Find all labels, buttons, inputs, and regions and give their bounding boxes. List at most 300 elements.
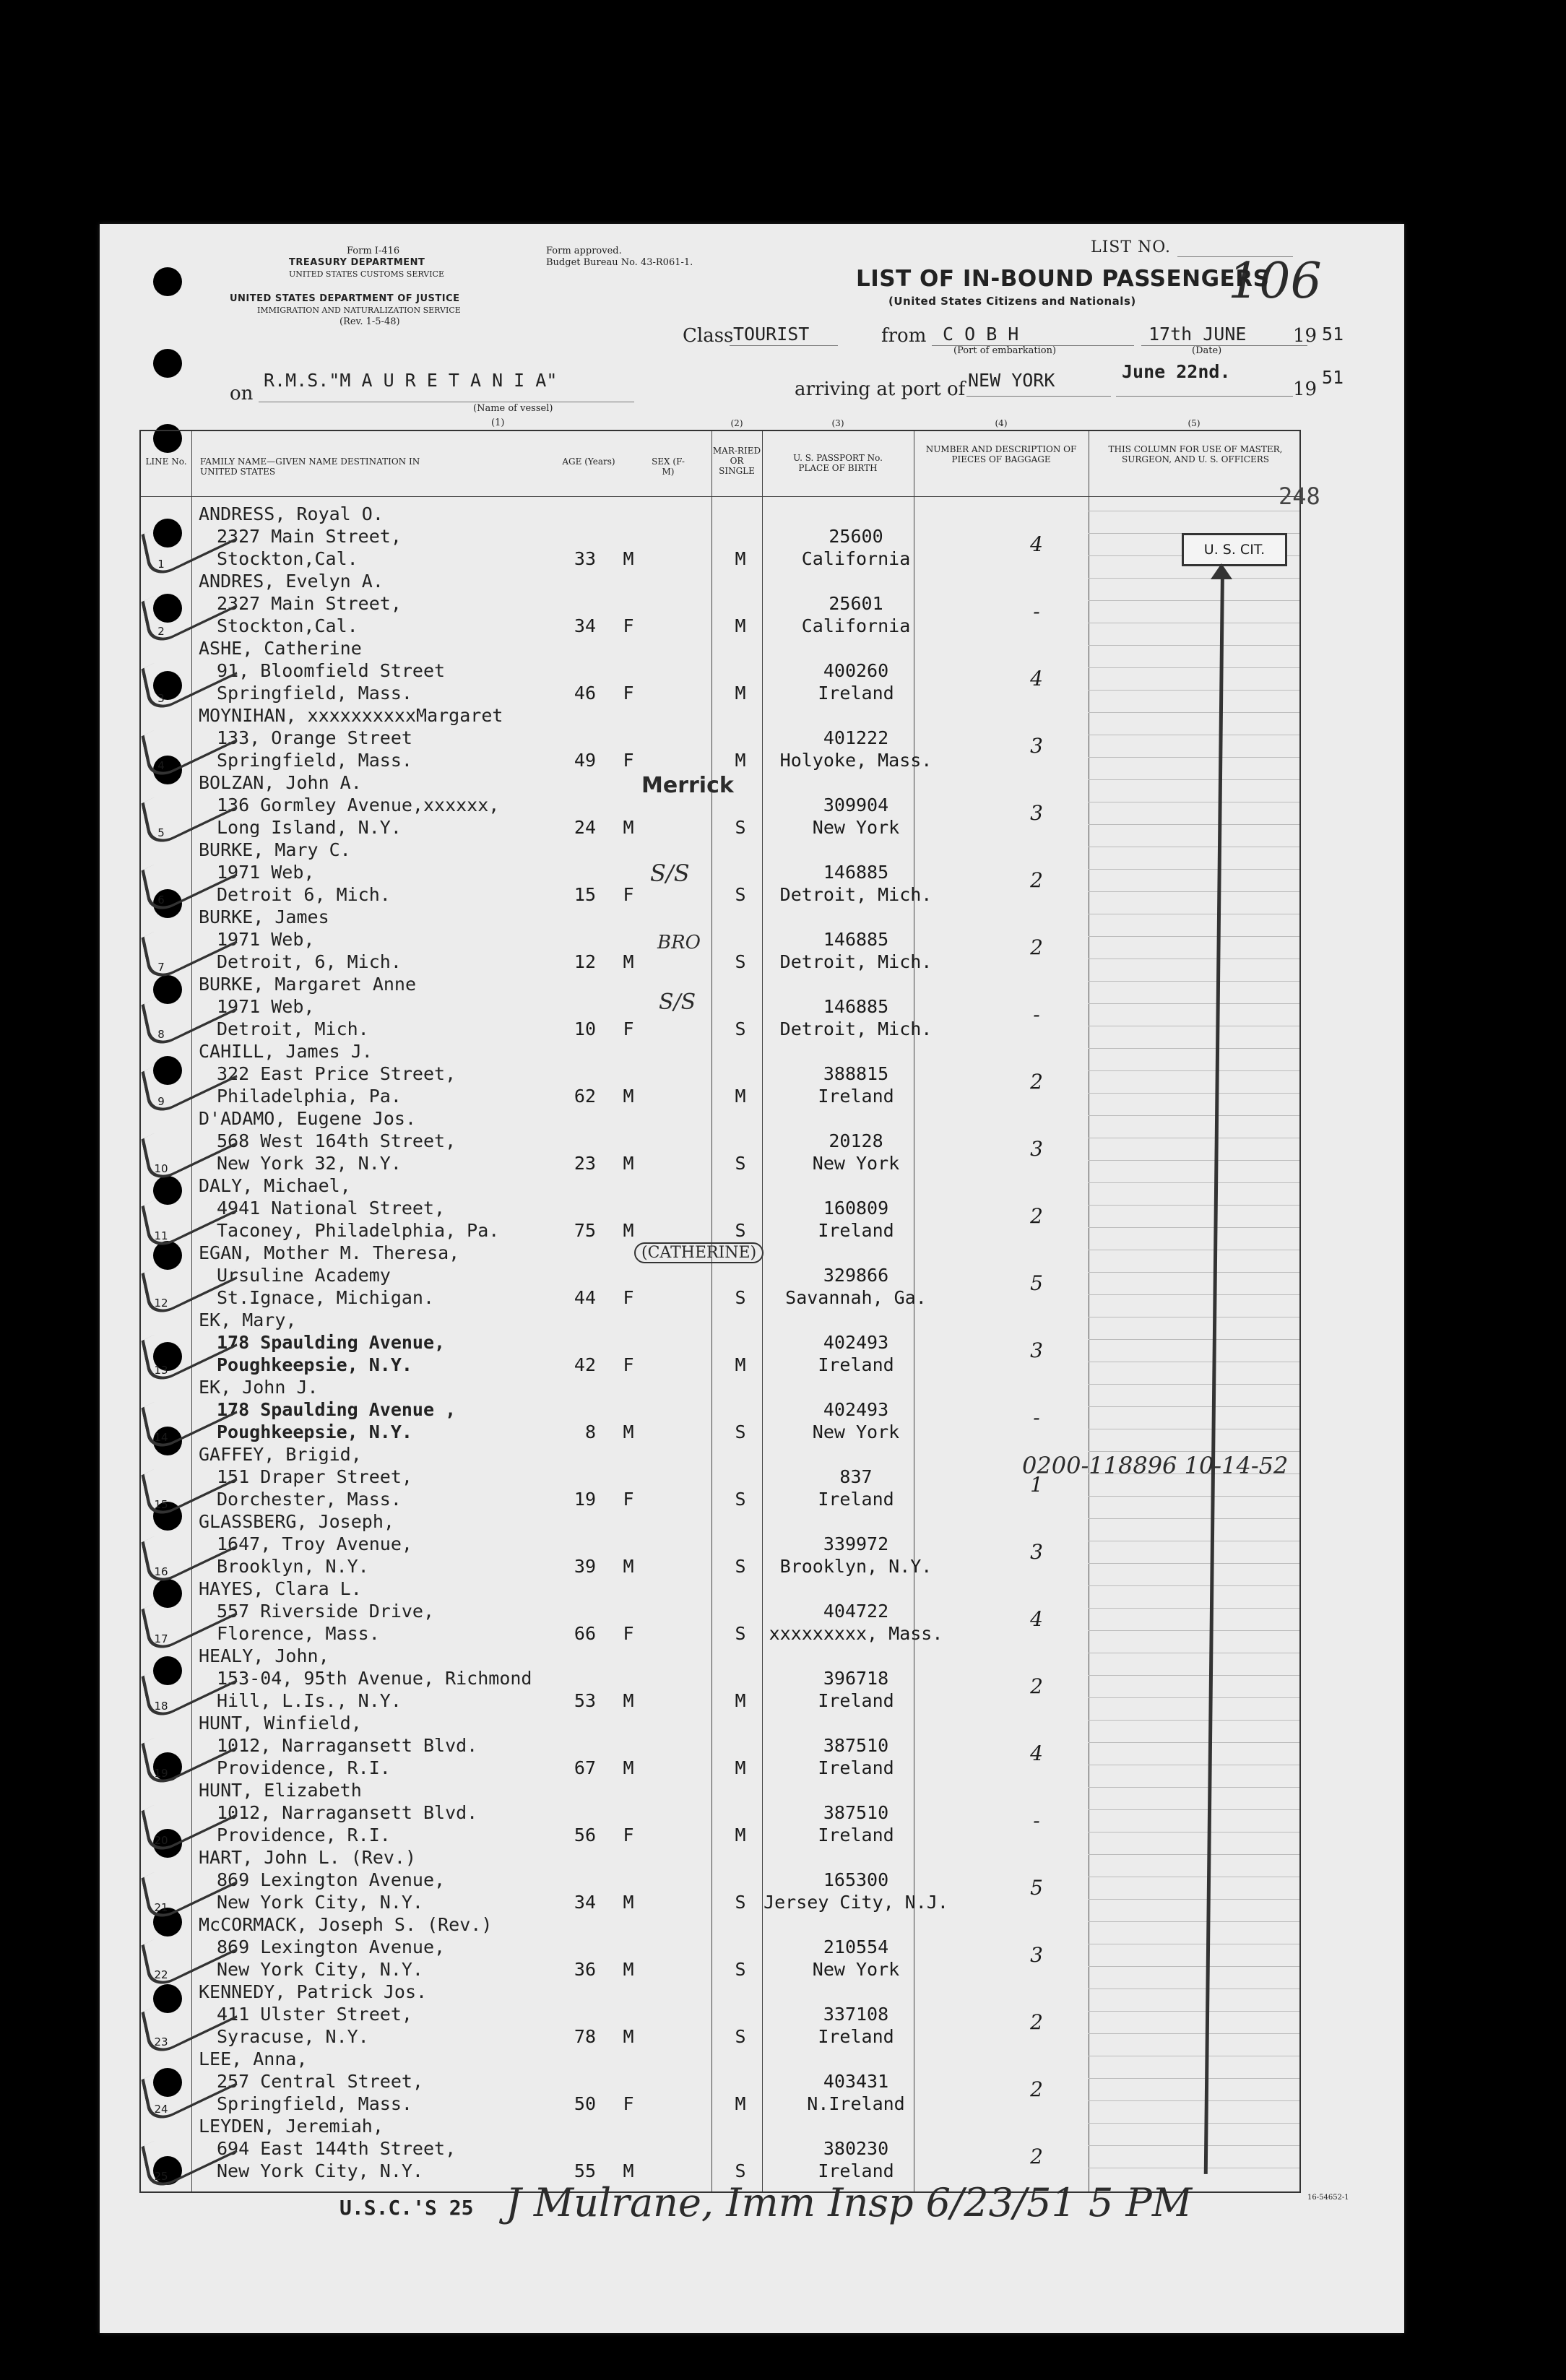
passenger-sex: F: [623, 2093, 634, 2114]
passenger-name: D'ADAMO, Eugene Jos.: [199, 1108, 417, 1129]
address-street: 1012, Narragansett Blvd.: [217, 1802, 478, 1823]
marital-status: M: [735, 1825, 746, 1845]
ruled-line: [1089, 2078, 1299, 2079]
passenger-name: GAFFEY, Brigid,: [199, 1444, 362, 1465]
address-street: 411 Ulster Street,: [217, 2004, 412, 2025]
passenger-sex: F: [623, 1354, 634, 1375]
page-number: 248: [1279, 483, 1320, 510]
passenger-name: ANDRES, Evelyn A.: [199, 571, 384, 592]
place-of-birth: New York: [812, 1153, 900, 1174]
passenger-sex: M: [623, 2026, 634, 2047]
ruled-line: [1089, 1742, 1299, 1743]
marital-status: S: [735, 1287, 746, 1308]
address-city: Dorchester, Mass.: [217, 1489, 402, 1510]
ruled-line: [1089, 600, 1299, 601]
address-street: 1971 Web,: [217, 929, 315, 950]
marital-status: S: [735, 1892, 746, 1913]
address-city: Detroit, Mich.: [217, 1018, 369, 1039]
passenger-name: EGAN, Mother M. Theresa,: [199, 1242, 460, 1263]
ruled-line: [1089, 1384, 1299, 1385]
row-line-number: 16: [154, 1565, 168, 1578]
col-name: FAMILY NAME—GIVEN NAME DESTINATION IN UNITED STATES: [200, 456, 420, 477]
place-of-birth: New York: [812, 1959, 900, 1980]
form-number: Form I-416: [347, 246, 400, 256]
table-row: [141, 638, 1299, 705]
ruled-line: [1089, 1809, 1299, 1810]
passenger-age: 78: [574, 2026, 596, 2047]
treasury-dept: TREASURY DEPARTMENT: [289, 257, 425, 268]
address-street: 2327 Main Street,: [217, 593, 402, 614]
place-of-birth: Ireland: [818, 1690, 894, 1711]
passport-number: 329866: [823, 1265, 889, 1286]
row-line-number: 13: [154, 1364, 168, 1377]
passenger-sex: M: [623, 1757, 634, 1778]
passenger-age: 56: [574, 1825, 596, 1845]
address-street: 91, Bloomfield Street: [217, 660, 446, 681]
address-city: Springfield, Mass.: [217, 683, 412, 704]
arrival-year: 51: [1322, 367, 1344, 388]
passenger-age: 10: [574, 1018, 596, 1039]
row-line-number: 9: [157, 1095, 165, 1108]
place-of-birth: Holyoke, Mass.: [779, 750, 933, 771]
baggage-count: 2: [1030, 2145, 1043, 2168]
passenger-age: 50: [574, 2093, 596, 2114]
address-street: 568 West 164th Street,: [217, 1130, 457, 1151]
ruled-line: [1089, 1093, 1299, 1094]
row-line-number: 1: [157, 558, 165, 571]
passenger-age: 34: [574, 615, 596, 636]
address-street: 694 East 144th Street,: [217, 2138, 457, 2159]
address-street: 136 Gormley Avenue,xxxxxx,: [217, 795, 500, 815]
address-city: Poughkeepsie, N.Y.: [217, 1354, 412, 1375]
place-of-birth: Ireland: [818, 1489, 894, 1510]
passenger-sex: F: [623, 1018, 634, 1039]
marital-status: M: [735, 1757, 746, 1778]
marital-status: M: [735, 1354, 746, 1375]
table-row: [141, 1108, 1299, 1175]
row-line-number: 2: [157, 625, 165, 638]
address-street: 869 Lexington Avenue,: [217, 1937, 446, 1957]
table-row: [141, 2048, 1299, 2116]
marital-status: S: [735, 1489, 746, 1510]
passport-number: 387510: [823, 1802, 889, 1823]
table-row: [141, 1511, 1299, 1578]
address-city: Poughkeepsie, N.Y.: [217, 1421, 412, 1442]
col-baggage: NUMBER AND DESCRIPTION OF PIECES OF BAGGAGE: [925, 444, 1077, 464]
passenger-name: HUNT, Elizabeth: [199, 1780, 362, 1801]
address-city: Springfield, Mass.: [217, 750, 412, 771]
baggage-count: 2: [1030, 1204, 1043, 1228]
place-of-birth: California: [801, 548, 911, 569]
place-of-birth: Detroit, Mich.: [779, 951, 933, 972]
row-line-number: 22: [154, 1968, 168, 1981]
col-married: MAR-RIED OR SINGLE: [712, 446, 761, 476]
year-prefix: 19: [1293, 325, 1318, 347]
passenger-name: BURKE, Margaret Anne: [199, 974, 417, 995]
list-no-value: 106: [1228, 253, 1322, 310]
address-street: 4941 National Street,: [217, 1198, 446, 1219]
passenger-name: LEE, Anna,: [199, 2048, 308, 2069]
address-street: 869 Lexington Avenue,: [217, 1869, 446, 1890]
baggage-count: -: [1033, 600, 1040, 623]
class-value: TOURIST: [733, 324, 810, 345]
address-city: Springfield, Mass.: [217, 2093, 412, 2114]
marital-status: S: [735, 1018, 746, 1039]
passport-number: 404722: [823, 1601, 889, 1622]
baggage-count: 3: [1030, 1137, 1043, 1161]
address-street: 151 Draper Street,: [217, 1466, 412, 1487]
row-line-number: 20: [154, 1834, 168, 1847]
passenger-sex: M: [623, 548, 634, 569]
address-city: New York City, N.Y.: [217, 1892, 423, 1913]
marital-status: S: [735, 2026, 746, 2047]
ruled-line: [1089, 1339, 1299, 1340]
passenger-age: 53: [574, 1690, 596, 1711]
inspector-signature: J Mulrane, Imm Insp 6/23/51 5 PM: [506, 2180, 1193, 2225]
baggage-count: -: [1033, 1809, 1040, 1832]
baggage-count: 3: [1030, 1943, 1043, 1967]
passport-number: 403431: [823, 2071, 889, 2092]
address-city: Syracuse, N.Y.: [217, 2026, 369, 2047]
passenger-age: 12: [574, 951, 596, 972]
table-row: [141, 1175, 1299, 1242]
passenger-sex: F: [623, 884, 634, 905]
address-street: 178 Spaulding Avenue ,: [217, 1399, 457, 1420]
address-street: 257 Central Street,: [217, 2071, 423, 2092]
col2-number: (2): [730, 418, 743, 428]
document-subtitle: (United States Citizens and Nationals): [888, 295, 1136, 308]
passport-number: 210554: [823, 1937, 889, 1957]
place-of-birth: Jersey City, N.J.: [763, 1892, 948, 1913]
marital-status: M: [735, 548, 746, 569]
ruled-line: [1089, 1630, 1299, 1631]
address-street: 153-04, 95th Avenue, Richmond: [217, 1668, 532, 1689]
place-of-birth: Ireland: [818, 1086, 894, 1107]
ruled-line: [1089, 1272, 1299, 1273]
passenger-sex: F: [623, 683, 634, 704]
passenger-name: BURKE, Mary C.: [199, 839, 351, 860]
passenger-name: LEYDEN, Jeremiah,: [199, 2116, 384, 2137]
form-print-code: 16-54652-1: [1307, 2194, 1349, 2202]
table-row: [141, 1377, 1299, 1444]
ruled-line: [1089, 1518, 1299, 1519]
row-line-number: 10: [154, 1162, 168, 1175]
table-row: [141, 1041, 1299, 1108]
col-sex: SEX (F-M): [652, 456, 685, 477]
table-row: [141, 1914, 1299, 1981]
revision-date: (Rev. 1-5-48): [339, 316, 400, 327]
ruled-line: [1089, 869, 1299, 870]
ruled-line: [1089, 1563, 1299, 1564]
list-no-label: LIST NO.: [1091, 238, 1172, 256]
passport-number: 337108: [823, 2004, 889, 2025]
passenger-age: 24: [574, 817, 596, 838]
passenger-age: 39: [574, 1556, 596, 1577]
row-line-number: 18: [154, 1700, 168, 1713]
marital-status: M: [735, 615, 746, 636]
passenger-name: HAYES, Clara L.: [199, 1578, 362, 1599]
ruled-line: [1089, 2100, 1299, 2101]
passenger-age: 55: [574, 2160, 596, 2181]
passenger-name: KENNEDY, Patrick Jos.: [199, 1981, 428, 2002]
place-of-birth: Brooklyn, N.Y.: [779, 1556, 933, 1577]
marital-status: M: [735, 750, 746, 771]
table-row: [141, 974, 1299, 1041]
baggage-count: 2: [1030, 2077, 1043, 2101]
address-street: 1971 Web,: [217, 862, 315, 883]
passport-number: 146885: [823, 996, 889, 1017]
ruled-line: [1089, 645, 1299, 646]
place-of-birth: Savannah, Ga.: [785, 1287, 927, 1308]
arriving-label: arriving at port of: [795, 378, 966, 400]
baggage-count: 3: [1030, 1338, 1043, 1362]
marital-status: M: [735, 1086, 746, 1107]
place-of-birth: xxxxxxxxx, Mass.: [769, 1623, 943, 1644]
table-row: [141, 1645, 1299, 1713]
ruled-line: [1089, 779, 1299, 780]
row-line-number: 17: [154, 1632, 168, 1645]
vessel-caption: (Name of vessel): [473, 403, 553, 414]
ruled-line: [1089, 578, 1299, 579]
address-city: Brooklyn, N.Y.: [217, 1556, 369, 1577]
passenger-name: McCORMACK, Joseph S. (Rev.): [199, 1914, 493, 1935]
passenger-age: 62: [574, 1086, 596, 1107]
ruled-line: [1089, 1585, 1299, 1586]
baggage-count: 2: [1030, 868, 1043, 892]
marital-status: M: [735, 1690, 746, 1711]
from-label: from: [881, 325, 927, 347]
address-street: 1012, Narragansett Blvd.: [217, 1735, 478, 1756]
row-line-number: 7: [157, 961, 165, 974]
baggage-count: 2: [1030, 935, 1043, 959]
passenger-name: CAHILL, James J.: [199, 1041, 373, 1062]
address-street: 557 Riverside Drive,: [217, 1601, 435, 1622]
passenger-name: BURKE, James: [199, 906, 329, 927]
passenger-name: HEALY, John,: [199, 1645, 329, 1666]
passenger-age: 75: [574, 1220, 596, 1241]
passenger-sex: M: [623, 817, 634, 838]
baggage-count: 4: [1030, 667, 1043, 691]
passenger-sex: F: [623, 1287, 634, 1308]
ruled-line: [1089, 1921, 1299, 1922]
row-line-number: 8: [157, 1028, 165, 1041]
col3-number: (3): [831, 418, 844, 428]
address-city: Providence, R.I.: [217, 1757, 391, 1778]
date-caption: (Date): [1192, 345, 1222, 356]
place-of-birth: Detroit, Mich.: [779, 884, 933, 905]
table-row: [141, 839, 1299, 906]
vessel-name: R.M.S."M A U R E T A N I A": [264, 370, 558, 391]
row-line-number: 25: [154, 2170, 168, 2183]
passenger-age: 49: [574, 750, 596, 771]
passenger-name: HUNT, Winfield,: [199, 1713, 362, 1734]
ruled-line: [1089, 1182, 1299, 1183]
ruled-line: [1089, 1406, 1299, 1407]
arrival-date: June 22nd.: [1122, 361, 1231, 382]
passenger-age: 15: [574, 884, 596, 905]
marital-status: S: [735, 1220, 746, 1241]
passenger-sex: M: [623, 1959, 634, 1980]
ruled-line: [1089, 1070, 1299, 1071]
side-note: 0200-118896 10-14-52: [1022, 1452, 1289, 1479]
passenger-sex: F: [623, 615, 634, 636]
baggage-count: 3: [1030, 734, 1043, 758]
passenger-sex: M: [623, 1220, 634, 1241]
passenger-age: 67: [574, 1757, 596, 1778]
row-line-number: 3: [157, 692, 165, 705]
baggage-count: -: [1033, 1406, 1040, 1429]
ruled-line: [1089, 1675, 1299, 1676]
baggage-count: 3: [1030, 801, 1043, 825]
form-approved: Form approved.: [546, 246, 622, 256]
ruled-line: [1089, 667, 1299, 668]
place-of-birth: Ireland: [818, 2026, 894, 2047]
passenger-name: ASHE, Catherine: [199, 638, 362, 659]
passenger-name: DALY, Michael,: [199, 1175, 351, 1196]
passport-number: 25601: [829, 593, 883, 614]
ruled-line: [1089, 757, 1299, 758]
row-line-number: 14: [154, 1431, 168, 1444]
address-city: Florence, Mass.: [217, 1623, 380, 1644]
address-city: Detroit 6, Mich.: [217, 884, 391, 905]
ruled-line: [1089, 2033, 1299, 2034]
relation-sis1: S/S: [650, 860, 690, 887]
passenger-name: BOLZAN, John A.: [199, 772, 362, 793]
marital-status: S: [735, 951, 746, 972]
year-value: 51: [1322, 324, 1344, 345]
passenger-sex: M: [623, 2160, 634, 2181]
passport-number: 165300: [823, 1869, 889, 1890]
document-title: LIST OF IN-BOUND PASSENGERS: [856, 266, 1270, 292]
ruled-line: [1089, 1048, 1299, 1049]
address-street: 133, Orange Street: [217, 727, 412, 748]
ruled-line: [1089, 1227, 1299, 1228]
passenger-sex: F: [623, 1489, 634, 1510]
passenger-sex: M: [623, 1086, 634, 1107]
ruled-line: [1089, 1899, 1299, 1900]
address-city: St.Ignace, Michigan.: [217, 1287, 435, 1308]
address-street: Ursuline Academy: [217, 1265, 391, 1286]
address-city: New York 32, N.Y.: [217, 1153, 402, 1174]
passport-number: 25600: [829, 526, 883, 547]
marital-status: S: [735, 1959, 746, 1980]
row-line-number: 5: [157, 826, 165, 839]
ruled-line: [1089, 1787, 1299, 1788]
passport-number: 380230: [823, 2138, 889, 2159]
ruled-line: [1089, 1854, 1299, 1855]
address-street: 322 East Price Street,: [217, 1063, 457, 1084]
passenger-name: EK, John J.: [199, 1377, 319, 1398]
baggage-count: 2: [1030, 2010, 1043, 2034]
port-caption: (Port of embarkation): [953, 345, 1057, 356]
row-line-number: 11: [154, 1229, 168, 1242]
ruled-line: [1089, 1496, 1299, 1497]
ruled-line: [1089, 891, 1299, 892]
row-line-number: 15: [154, 1498, 168, 1511]
table-row: [141, 1310, 1299, 1377]
passenger-sex: M: [623, 1421, 634, 1442]
passport-number: 146885: [823, 929, 889, 950]
baggage-count: 1: [1030, 1473, 1043, 1497]
address-city: Taconey, Philadelphia, Pa.: [217, 1220, 500, 1241]
ruled-line: [1089, 1697, 1299, 1698]
passport-number: 387510: [823, 1735, 889, 1756]
baggage-count: 5: [1030, 1876, 1043, 1900]
address-city: Hill, L.Is., N.Y.: [217, 1690, 402, 1711]
justice-dept: UNITED STATES DEPARTMENT OF JUSTICE: [230, 293, 460, 304]
address-city: Long Island, N.Y.: [217, 817, 402, 838]
table-row: [141, 2116, 1299, 2183]
place-of-birth: Ireland: [818, 1825, 894, 1845]
col5-number: (5): [1188, 418, 1201, 428]
passenger-sex: M: [623, 1690, 634, 1711]
baggage-count: -: [1033, 1003, 1040, 1026]
row-line-number: 21: [154, 1901, 168, 1914]
marital-status: S: [735, 1623, 746, 1644]
passport-number: 339972: [823, 1533, 889, 1554]
passport-number: 400260: [823, 660, 889, 681]
passenger-sex: M: [623, 1892, 634, 1913]
ruled-line: [1089, 824, 1299, 825]
ruled-line: [1089, 1115, 1299, 1116]
marital-status: S: [735, 1153, 746, 1174]
passenger-age: 66: [574, 1623, 596, 1644]
row-line-number: 24: [154, 2103, 168, 2116]
budget-bureau: Budget Bureau No. 43-R061-1.: [546, 257, 693, 268]
us-citizen-stamp: U. S. CIT.: [1182, 533, 1287, 566]
address-street: 178 Spaulding Avenue,: [217, 1332, 446, 1353]
address-city: Providence, R.I.: [217, 1825, 391, 1845]
embark-date: 17th JUNE: [1148, 324, 1247, 345]
marital-status: S: [735, 1556, 746, 1577]
passport-number: 837: [839, 1466, 873, 1487]
ruled-line: [1089, 2011, 1299, 2012]
row-line-number: 4: [157, 759, 165, 772]
ruled-line: [1089, 981, 1299, 982]
passenger-sex: F: [623, 1623, 634, 1644]
passenger-age: 44: [574, 1287, 596, 1308]
baggage-count: 4: [1030, 532, 1043, 556]
col-passport: U. S. PASSPORT No. PLACE OF BIRTH: [793, 453, 883, 473]
table-row: [141, 705, 1299, 772]
place-of-birth: Detroit, Mich.: [779, 1018, 933, 1039]
col4-number: (4): [995, 418, 1008, 428]
address-street: 1971 Web,: [217, 996, 315, 1017]
passport-number: 401222: [823, 727, 889, 748]
table-row: [141, 571, 1299, 638]
baggage-count: 2: [1030, 1070, 1043, 1094]
relation-bro: BRO: [657, 932, 701, 953]
address-city: Stockton,Cal.: [217, 615, 358, 636]
marital-status: M: [735, 2093, 746, 2114]
marital-status: S: [735, 2160, 746, 2181]
address-street: 2327 Main Street,: [217, 526, 402, 547]
place-of-birth: New York: [812, 1421, 900, 1442]
ruled-line: [1089, 690, 1299, 691]
customs-service: UNITED STATES CUSTOMS SERVICE: [289, 269, 444, 279]
ruled-line: [1089, 2145, 1299, 2146]
table-row: [141, 1578, 1299, 1645]
row-line-number: 6: [157, 893, 165, 906]
arrival-port: NEW YORK: [968, 370, 1055, 391]
passenger-age: 19: [574, 1489, 596, 1510]
ruled-line: [1089, 1003, 1299, 1004]
marital-status: M: [735, 683, 746, 704]
marital-status: S: [735, 817, 746, 838]
address-city: Stockton,Cal.: [217, 548, 358, 569]
table-row: [141, 1981, 1299, 2048]
row-line-number: 12: [154, 1297, 168, 1310]
